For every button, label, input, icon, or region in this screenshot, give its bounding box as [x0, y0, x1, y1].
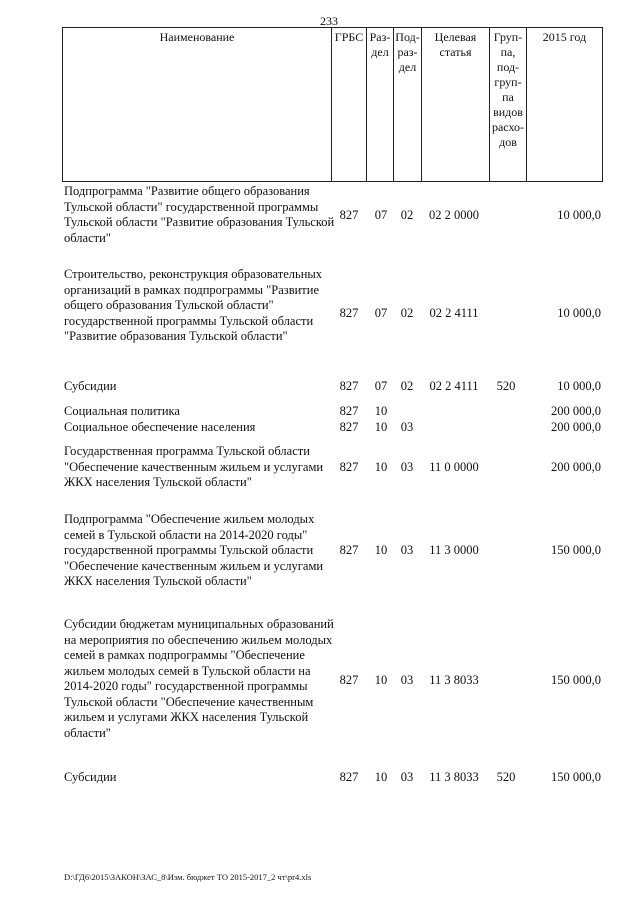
- row-podrazdel: 03: [400, 543, 414, 557]
- row-name: Подпрограмма "Обеспечение жильем молодых семей в Тульской области на 2014-2020 годы" государственной программы Тульской области "Обеспечение качественным жильем и услугами ЖКХ населения Тульской области": [64, 512, 324, 588]
- row-amount: 10 000,0: [557, 208, 601, 222]
- header-target: Целевая статья: [434, 30, 477, 59]
- row-amount: 150 000,0: [551, 673, 601, 687]
- row-name: Социальное обеспечение населения: [64, 420, 256, 434]
- row-grbs: 827: [339, 460, 359, 474]
- row-target: 11 3 8033: [429, 770, 479, 784]
- row-target: 11 3 8033: [429, 673, 479, 687]
- header-podrazdel-cell: [393, 27, 422, 182]
- row-grbs: 827: [339, 379, 359, 393]
- header-podrazdel: Под- раз- дел: [395, 30, 420, 74]
- row-razdel: 07: [374, 379, 388, 393]
- header-razdel: Раз- дел: [369, 30, 391, 59]
- header-year-cell: [526, 27, 603, 182]
- header-grbs-cell: [331, 27, 367, 182]
- header-name: Наименование: [159, 30, 235, 44]
- row-target: 02 2 4111: [429, 306, 479, 320]
- row-target: 11 3 0000: [429, 543, 479, 557]
- page-number: 233: [320, 14, 338, 28]
- row-name: Субсидии: [64, 770, 117, 784]
- row-grbs: 827: [339, 420, 359, 434]
- row-group: 520: [496, 379, 516, 393]
- row-name: Субсидии: [64, 379, 117, 393]
- row-razdel: 10: [374, 460, 388, 474]
- row-podrazdel: 03: [400, 420, 414, 434]
- row-name: Субсидии бюджетам муниципальных образований на мероприятия по обеспечению жильем молодых семей в рамках подпрограммы "Обеспечение жильем молодых семей в Тульской области на 2014-2020 годы" государственной программы Тульской области "Обеспечение качественным жильем и услугами ЖКХ населения Тульской области": [64, 617, 334, 740]
- row-podrazdel: 02: [400, 208, 414, 222]
- row-podrazdel: 02: [400, 379, 414, 393]
- row-razdel: 10: [374, 770, 388, 784]
- row-razdel: 07: [374, 306, 388, 320]
- row-grbs: 827: [339, 306, 359, 320]
- row-amount: 150 000,0: [551, 770, 601, 784]
- row-podrazdel: 02: [400, 306, 414, 320]
- row-razdel: 10: [374, 420, 388, 434]
- row-group: 520: [496, 770, 516, 784]
- row-name: Подпрограмма "Развитие общего образования Тульской области" государственной программы Тульской области "Развитие образования Тульской области": [64, 184, 335, 245]
- row-grbs: 827: [339, 208, 359, 222]
- row-amount: 10 000,0: [557, 379, 601, 393]
- row-razdel: 07: [374, 208, 388, 222]
- row-amount: 200 000,0: [551, 404, 601, 418]
- header-razdel-cell: [366, 27, 394, 182]
- row-grbs: 827: [339, 770, 359, 784]
- row-amount: 150 000,0: [551, 543, 601, 557]
- row-grbs: 827: [339, 543, 359, 557]
- row-amount: 200 000,0: [551, 460, 601, 474]
- header-grbs: ГРБС: [334, 30, 364, 44]
- row-name: Социальная политика: [64, 404, 180, 418]
- row-target: 11 0 0000: [429, 460, 479, 474]
- header-group: Груп- па, под- груп- па видов расхо- дов: [491, 30, 525, 149]
- header-name-cell: [62, 27, 332, 182]
- row-target: 02 2 4111: [429, 379, 479, 393]
- row-razdel: 10: [374, 673, 388, 687]
- row-name: Строительство, реконструкция образовательных организаций в рамках подпрограммы "Развитие общего образования Тульской области" государственной программы Тульской области "Развитие образования Тульской области": [64, 267, 323, 343]
- row-name: Государственная программа Тульской области "Обеспечение качественным жильем и услугами ЖКХ населения Тульской области": [64, 444, 324, 489]
- row-amount: 10 000,0: [557, 306, 601, 320]
- row-grbs: 827: [339, 673, 359, 687]
- row-target: 02 2 0000: [429, 208, 479, 222]
- row-razdel: 10: [374, 404, 388, 418]
- header-target-cell: [421, 27, 490, 182]
- header-group-cell: [489, 27, 527, 182]
- row-amount: 200 000,0: [551, 420, 601, 434]
- header-year: 2015 год: [542, 30, 587, 44]
- row-grbs: 827: [339, 404, 359, 418]
- row-podrazdel: 03: [400, 770, 414, 784]
- row-razdel: 10: [374, 543, 388, 557]
- file-path-footer: D:\ГД6\2015\ЗАКОН\ЗАС_8\Изм. бюджет ТО 2015-2017_2 чт\pr4.xls: [64, 872, 312, 882]
- row-podrazdel: 03: [400, 460, 414, 474]
- row-podrazdel: 03: [400, 673, 414, 687]
